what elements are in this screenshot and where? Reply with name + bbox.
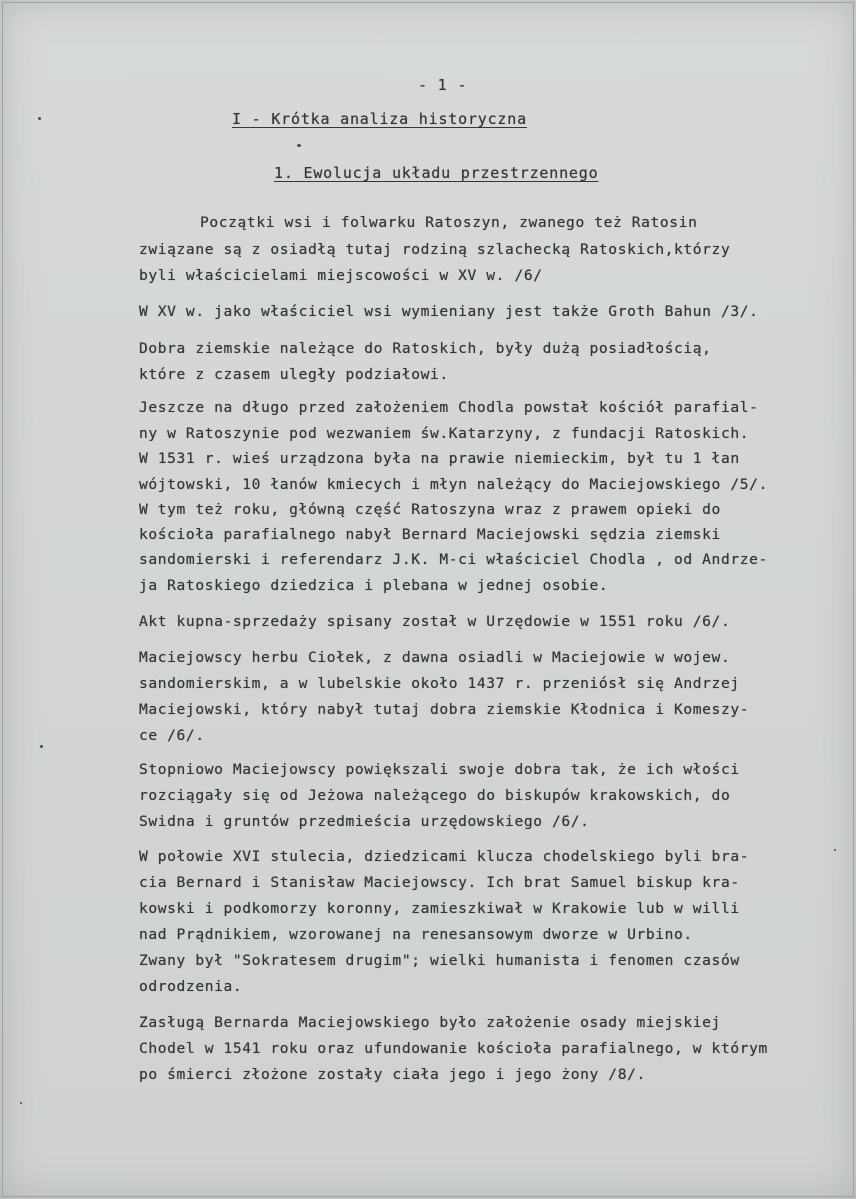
- text-line: Początki wsi i folwarku Ratoszyn, zwanego też Ratosin: [200, 214, 698, 231]
- scan-speck: [40, 745, 43, 748]
- text-line: związane są z osiadłą tutaj rodziną szlachecką Ratoskich,którzy: [139, 241, 731, 258]
- text-line: sandomierski i referendarz J.K. M-ci właściciel Chodla , od Andrze-: [139, 551, 768, 568]
- text-line: Maciejowscy herbu Ciołek, z dawna osiadli w Maciejowie w wojew.: [139, 649, 731, 666]
- text-line: sandomierskim, a w lubelskie około 1437 r. przeniósł się Andrzej: [139, 675, 740, 692]
- chapter-title: I - Krótka analiza historyczna: [232, 110, 527, 128]
- text-line: Chodel w 1541 roku oraz ufundowanie kościoła parafialnego, w którym: [139, 1040, 768, 1057]
- page-number: - 1 -: [418, 76, 468, 94]
- scan-speck: [297, 144, 301, 147]
- text-line: Jeszcze na długo przed założeniem Chodla powstał kościół parafial-: [139, 399, 759, 416]
- text-line: odrodzenia.: [139, 978, 243, 995]
- text-line: nad Prądnikiem, wzorowanej na renesansowym dworze w Urbino.: [139, 926, 693, 943]
- text-line: kowski i podkomorzy koronny, zamieszkiwał w Krakowie lub w willi: [139, 900, 740, 917]
- text-line: W połowie XVI stulecia, dziedzicami klucza chodelskiego byli bra-: [139, 848, 750, 865]
- text-line: Zwany był "Sokratesem drugim"; wielki humanista i fenomen czasów: [139, 952, 740, 969]
- text-line: W tym też roku, główną część Ratoszyna wraz z prawem opieki do: [139, 501, 721, 518]
- text-line: ny w Ratoszynie pod wezwaniem św.Katarzyny, z fundacji Ratoskich.: [139, 425, 750, 442]
- text-line: Stopniowo Maciejowscy powiększali swoje dobra tak, że ich włości: [139, 761, 740, 778]
- text-line: ja Ratoskiego dziedzica i plebana w jednej osobie.: [139, 577, 609, 594]
- text-line: które z czasem uległy podziałowi.: [139, 366, 449, 383]
- scan-speck: [38, 117, 41, 120]
- text-line: Swidna i gruntów przedmieścia urzędowskiego /6/.: [139, 813, 590, 830]
- text-line: rozciągały się od Jeżowa należącego do biskupów krakowskich, do: [139, 787, 731, 804]
- text-line: W 1531 r. wieś urządzona była na prawie niemieckim, był tu 1 łan: [139, 450, 740, 467]
- section-title: 1. Ewolucja układu przestrzennego: [274, 164, 599, 182]
- text-line: W XV w. jako właściciel wsi wymieniany jest także Groth Bahun /3/.: [139, 303, 759, 320]
- text-line: cia Bernard i Stanisław Maciejowscy. Ich brat Samuel biskup kra-: [139, 874, 740, 891]
- text-line: Zasługą Bernarda Maciejowskiego było założenie osady miejskiej: [139, 1014, 721, 1031]
- text-line: Akt kupna-sprzedaży spisany został w Urzędowie w 1551 roku /6/.: [139, 613, 731, 630]
- text-line: Dobra ziemskie należące do Ratoskich, były dużą posiadłością,: [139, 340, 712, 357]
- text-line: Maciejowski, który nabył tutaj dobra ziemskie Kłodnica i Komeszy-: [139, 701, 750, 718]
- scan-speck: [834, 849, 836, 851]
- text-line: wójtowski, 10 łanów kmiecych i młyn należący do Maciejowskiego /5/.: [139, 476, 768, 493]
- text-line: byli właścicielami miejscowości w XV w. /6/: [139, 267, 543, 284]
- text-line: ce /6/.: [139, 727, 205, 744]
- text-line: kościoła parafialnego nabył Bernard Maciejowski sędzia ziemski: [139, 526, 721, 543]
- scan-speck: [20, 1102, 22, 1104]
- text-line: po śmierci złożone zostały ciała jego i jego żony /8/.: [139, 1066, 646, 1083]
